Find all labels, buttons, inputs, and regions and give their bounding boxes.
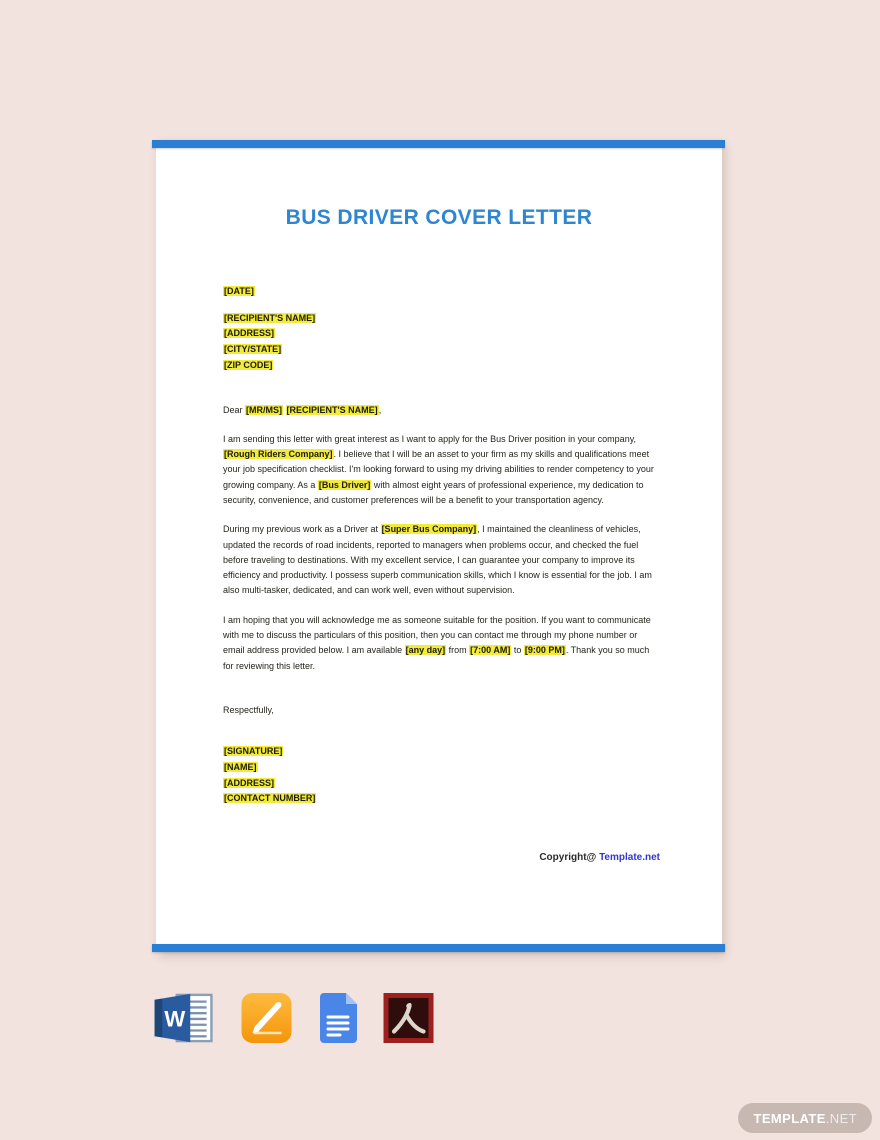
template-net-badge[interactable] [738,1103,872,1133]
letter-text: I am hoping that you will acknowledge me as someone suitable for the position. If you want to communicate with me to discuss the particulars of this position, then you can contact me through my phone number or email address provided below. I am available [223,614,651,656]
placeholder-highlight: [Super Bus Company] [381,524,477,535]
letter-text: , [378,404,382,415]
letter-text: During my previous work as a Driver at [223,524,381,535]
pdf-icon[interactable] [383,993,434,1043]
letter-text: , I maintained the cleanliness of vehicles, updated the records of road incidents, reported to managers when problems occur, and checked the fuel before traveling to destinations. With my excellent service, I can guarantee your company to improve its efficiency and productivity. I possess superb communication skills, which I know is essential for the job. I am also multi-tasker, dedicated, and can work well, even without supervision. [223,524,652,596]
badge-text-light: .NET [825,1110,857,1126]
placeholder-line [223,342,660,358]
placeholder-highlight: [Rough Riders Company] [224,449,333,460]
top-accent-bar [152,140,725,148]
placeholder-highlight: [RECIPIENT'S NAME] [224,312,316,323]
pages-icon[interactable] [240,992,293,1044]
paragraph-introduction [223,432,660,508]
signature-block [223,744,660,807]
copyright-line [223,850,660,865]
word-icon[interactable] [152,992,215,1044]
placeholder-highlight: [ZIP CODE] [224,359,273,370]
bottom-accent-bar [152,944,725,952]
placeholder-line [223,776,660,792]
template-net-link[interactable]: Template.net [599,852,660,864]
placeholder-line [223,358,660,374]
placeholder-line [223,744,660,760]
google-docs-icon[interactable] [318,992,358,1044]
recipient-address-block [223,311,660,374]
date-placeholder-text: [DATE] [224,286,254,296]
placeholder-highlight: [RECIPIENT'S NAME] [286,404,378,415]
paragraph-contact [223,613,660,674]
placeholder-highlight: [MR/MS] [246,404,283,415]
letter-text: . Thank you so much for reviewing this letter. [223,645,650,671]
placeholder-highlight: [ADDRESS] [224,328,275,339]
document-title: BUS DRIVER COVER LETTER [285,206,593,229]
letter-body [156,284,722,865]
placeholder-highlight: [NAME] [224,761,257,772]
placeholder-line [223,326,660,342]
letter-text: I am sending this letter with great interest as I want to apply for the Bus Driver position in your company, [223,433,637,444]
date-placeholder [223,284,660,300]
document-page [156,140,722,952]
placeholder-highlight: [9:00 PM] [524,645,565,656]
badge-text-bold: TEMPLATE [753,1110,826,1126]
copyright-text: Copyright@ [539,852,597,864]
placeholder-highlight: [7:00 AM] [470,645,511,656]
placeholder-highlight: [CONTACT NUMBER] [224,793,316,804]
paragraph-experience [223,522,660,598]
letter-text: Dear [223,404,246,415]
placeholder-highlight: [any day] [405,645,446,656]
placeholder-highlight: [ADDRESS] [224,777,275,788]
letter-text: to [511,645,524,656]
placeholder-line [223,760,660,776]
placeholder-highlight: [SIGNATURE] [224,746,283,757]
placeholder-highlight: [Bus Driver] [318,479,371,490]
placeholder-highlight: [CITY/STATE] [224,344,282,355]
svg-text:W: W [164,1006,186,1032]
format-icons-row [152,992,434,1044]
placeholder-line [223,311,660,327]
placeholder-line [223,791,660,807]
salutation-line [223,403,660,418]
letter-text: with almost eight years of professional experience, my dedication to security, convenience, and customer preferences will be a benefit to your transportation agency. [223,479,644,505]
letter-text: from [446,645,470,656]
closing-line: Respectfully, [223,704,274,715]
letter-text: . I believe that I will be an asset to your firm as my skills and qualifications meet your job specification checklist. I'm looking forward to using my driving abilities to render competency to your growing company. As a [223,449,654,490]
